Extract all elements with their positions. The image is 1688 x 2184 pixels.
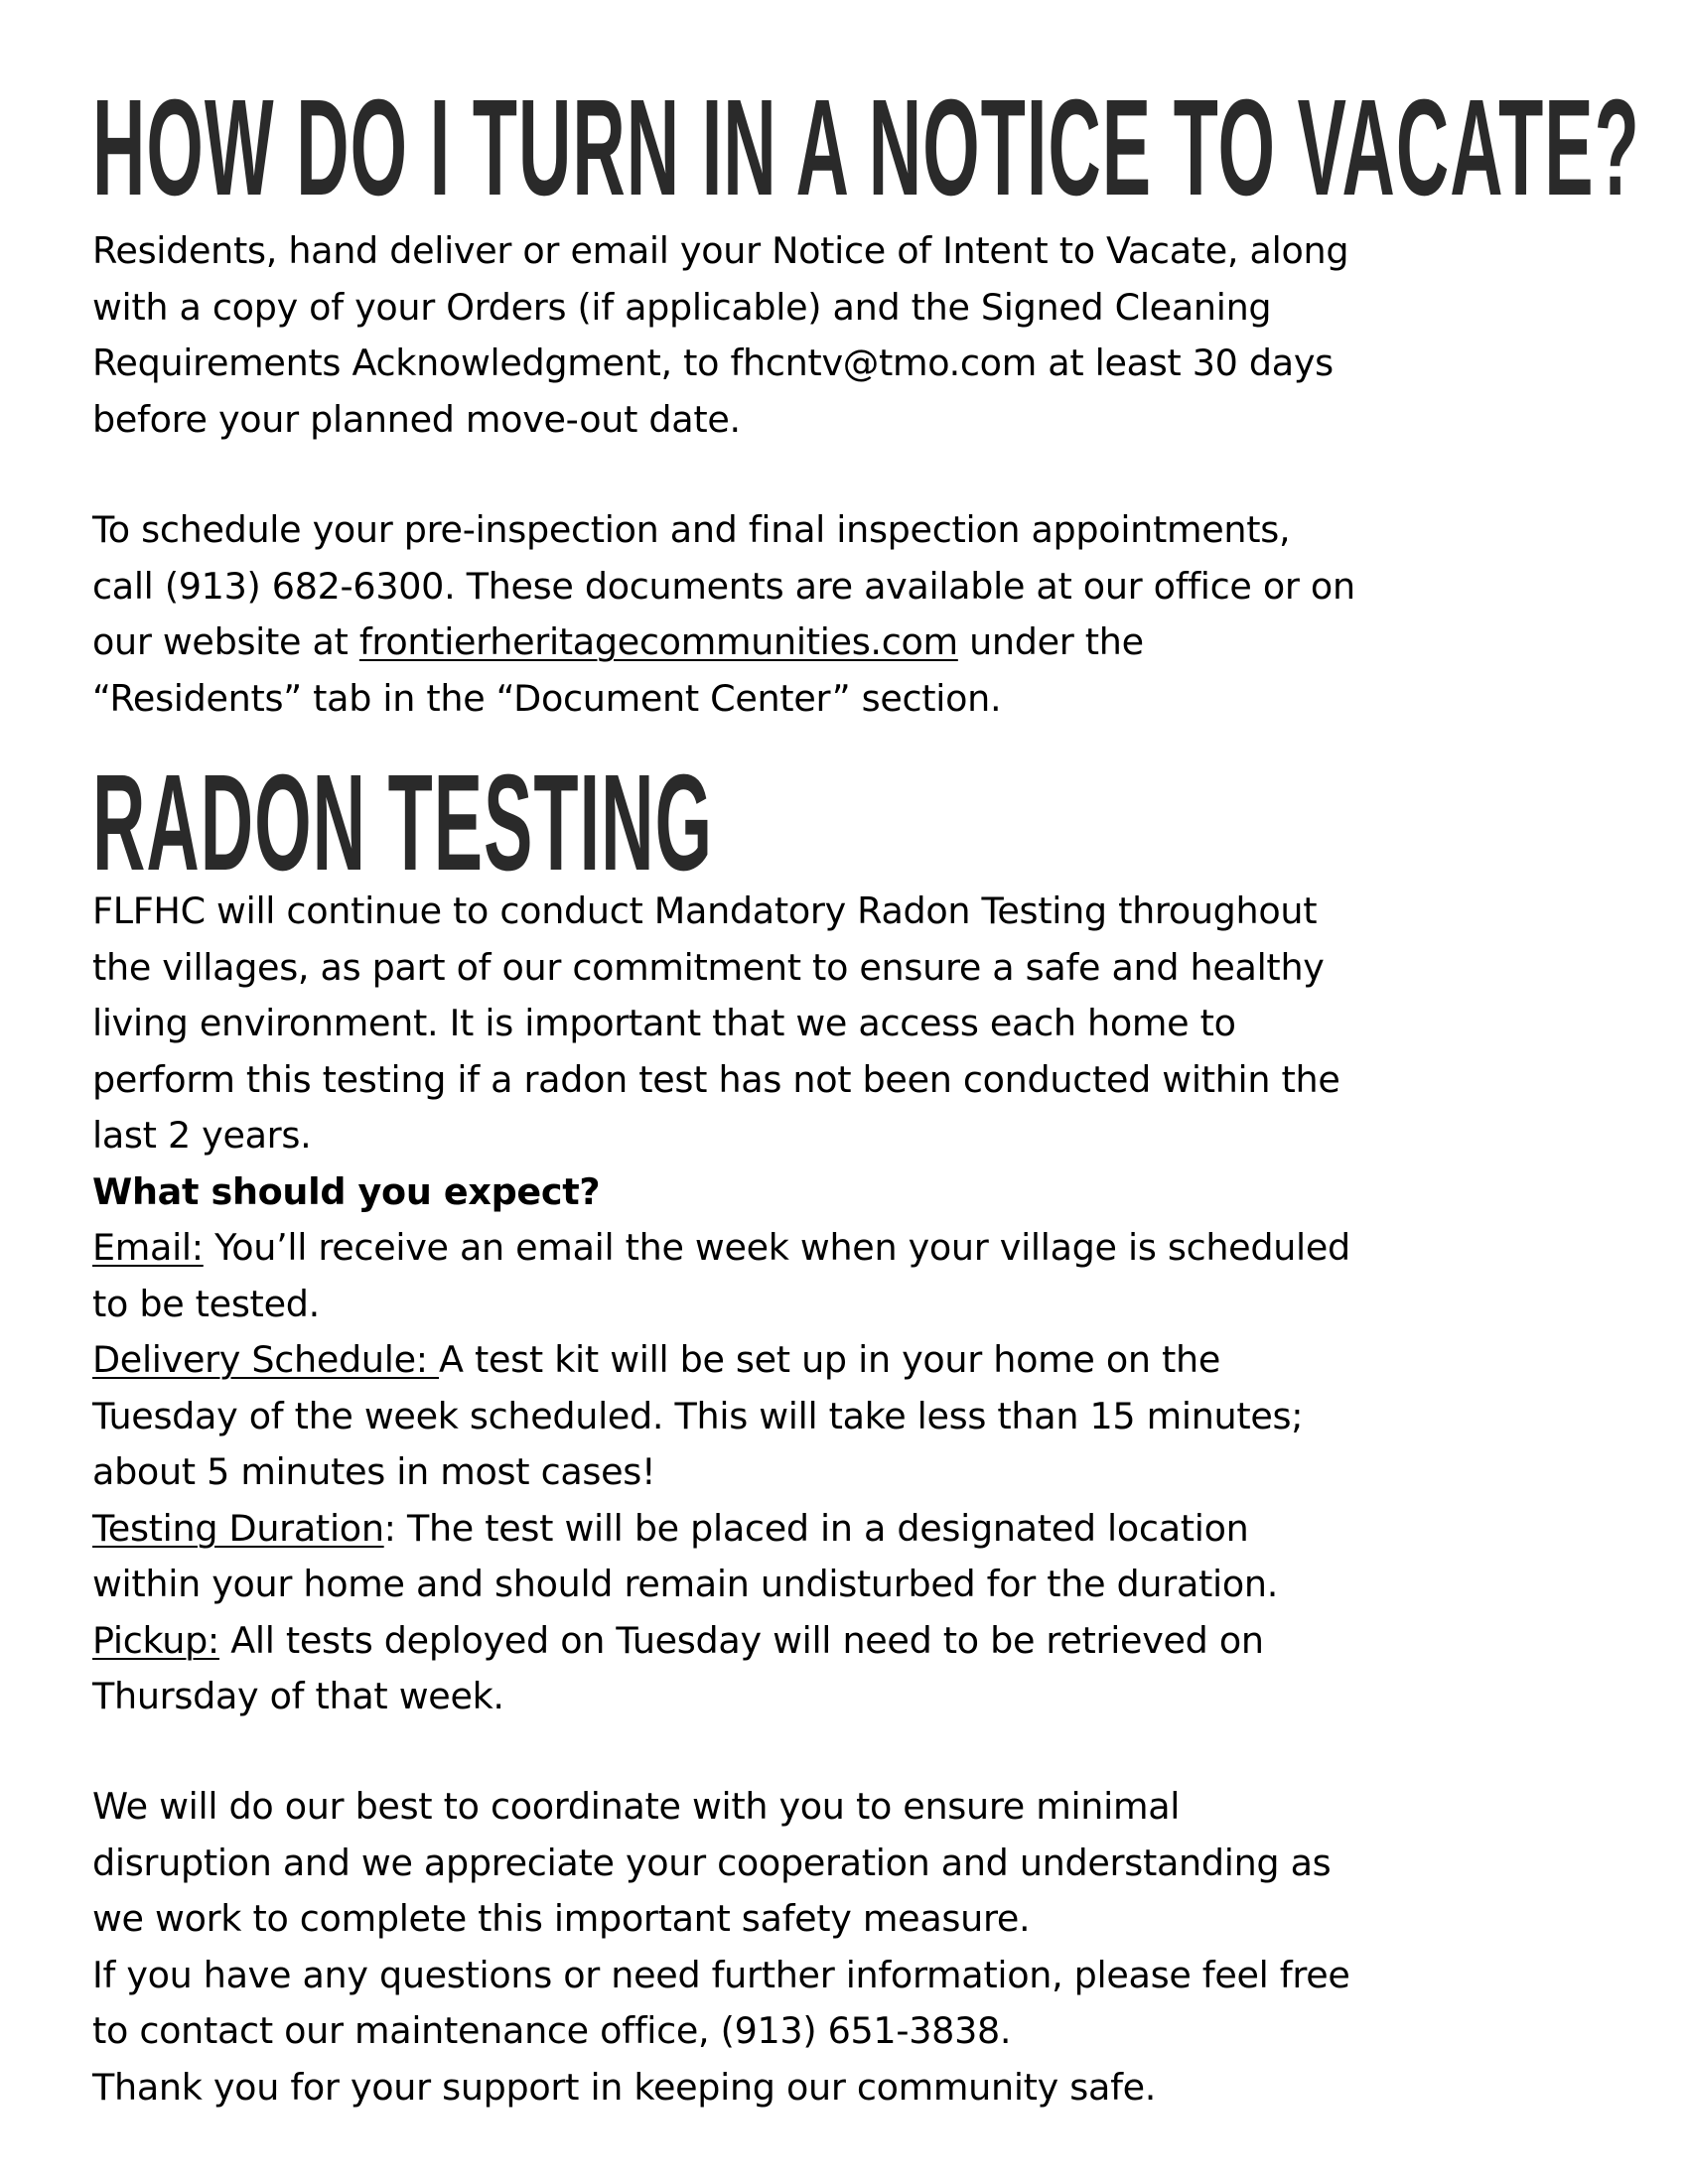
radon-intro-paragraph (92, 884, 1621, 1725)
expect-item-delivery-schedule (92, 1332, 1621, 1389)
text-line: within your home and should remain undisturbed for the duration. (92, 1563, 1279, 1605)
item-text: You’ll receive an email the week when your village is scheduled (203, 1226, 1350, 1269)
vacate-notice-heading: HOW DO I TURN IN A NOTICE TO VACATE? (92, 71, 1640, 224)
text-line: If you have any questions or need further information, please feel free (92, 1953, 1350, 1996)
text-line: Tuesday of the week scheduled. This will take less than 15 minutes; (92, 1394, 1304, 1437)
text-line: Residents, hand deliver or email your Notice of Intent to Vacate, along (92, 229, 1349, 272)
radon-closing-paragraph (92, 1779, 1621, 2116)
text-line-with-link (92, 614, 1621, 671)
text-line: to be tested. (92, 1282, 320, 1325)
text-line: we work to complete this important safety measure. (92, 1897, 1031, 1940)
text-line: Thursday of that week. (92, 1675, 504, 1717)
text-line: living environment. It is important that we access each home to (92, 1002, 1236, 1044)
radon-testing-body (92, 884, 1621, 1725)
vacate-instructions-paragraph (92, 223, 1621, 448)
text-line: perform this testing if a radon test has not been conducted within the (92, 1057, 1340, 1101)
text-line: about 5 minutes in most cases! (92, 1450, 656, 1493)
text-line: “Residents” tab in the “Document Center” section. (92, 676, 1002, 720)
expect-subheading: What should you expect? (92, 1169, 601, 1213)
text-line: with a copy of your Orders (if applicable) and the Signed Cleaning (92, 285, 1272, 329)
expect-item-pickup (92, 1613, 1621, 1670)
item-text: : The test will be placed in a designated location (383, 1506, 1249, 1550)
inspection-scheduling-paragraph (92, 502, 1621, 727)
text-line: We will do our best to coordinate with you to ensure minimal (92, 1785, 1181, 1828)
item-label: Pickup: (92, 1618, 219, 1662)
text-line: the villages, as part of our commitment to ensure a safe and healthy (92, 945, 1325, 989)
radon-testing-heading: RADON TESTING (92, 747, 714, 899)
text-fragment: our website at (92, 620, 359, 663)
text-line: FLFHC will continue to conduct Mandatory Radon Testing throughout (92, 889, 1318, 932)
item-text: All tests deployed on Tuesday will need to be retrieved on (218, 1618, 1264, 1662)
text-fragment: under the (957, 620, 1144, 663)
text-line: Requirements Acknowledgment, to fhcntv@tmo.com at least 30 days (92, 341, 1334, 384)
text-line: call (913) 682-6300. These documents are available at our office or on (92, 564, 1355, 608)
text-line: disruption and we appreciate your cooperation and understanding as (92, 1841, 1332, 1884)
text-line: To schedule your pre-inspection and final inspection appointments, (92, 508, 1291, 551)
item-label: Delivery Schedule: (92, 1338, 440, 1381)
text-line: to contact our maintenance office, (913) 651-3838. (92, 2009, 1012, 2052)
item-label: Email: (92, 1226, 204, 1269)
text-line: Thank you for your support in keeping our community safe. (92, 2065, 1157, 2109)
item-text: A test kit will be set up in your home on the (439, 1338, 1220, 1381)
item-label: Testing Duration (92, 1506, 384, 1550)
text-line: last 2 years. (92, 1114, 312, 1157)
expect-item-email (92, 1220, 1621, 1277)
text-line: before your planned move-out date. (92, 397, 741, 441)
expect-item-testing-duration (92, 1501, 1621, 1558)
website-link[interactable]: frontierheritagecommunities.com (358, 620, 958, 663)
